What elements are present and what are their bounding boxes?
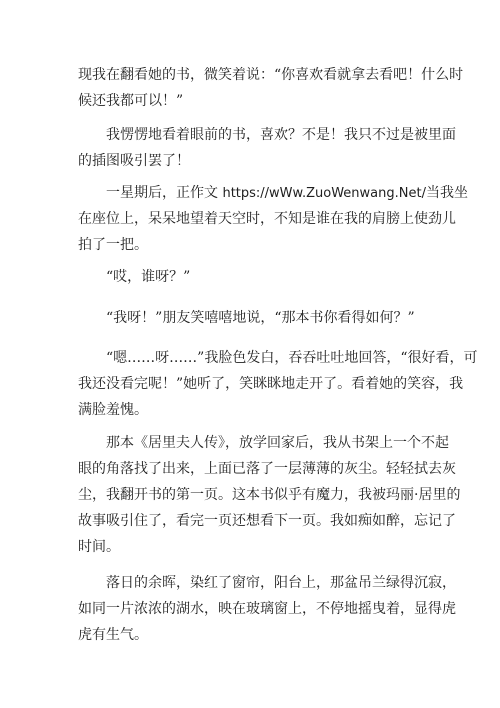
text-line: 现我在翻看她的书，微笑着说：“你喜欢看就拿去看吧！什么时 xyxy=(78,67,464,83)
paragraph-1 xyxy=(78,62,464,114)
text-fragment: 当我坐 xyxy=(425,185,468,201)
text-line: “嗯……呀……”我脸色发白，吞吞吐吐地回答，“很好看，可 xyxy=(106,350,478,366)
text-line: 眼的角落找了出来，上面已落了一层薄薄的灰尘。轻轻拭去灰 xyxy=(78,461,456,477)
text-line: “我呀！”朋友笑嘻嘻地说，“那本书你看得如何？” xyxy=(106,310,415,326)
paragraph-3 xyxy=(78,180,468,258)
url-link[interactable]: https://wWw.ZuoWenwang.Net/ xyxy=(222,186,426,201)
text-line: 故事吸引住了，看完一页还想看下一页。我如痴如醉，忘记了 xyxy=(78,513,456,529)
text-line: “哎，谁呀？” xyxy=(106,269,191,285)
paragraph-4 xyxy=(78,264,444,290)
text-line: 如同一片浓浓的湖水，映在玻璃窗上，不停地摇曳着，显得虎 xyxy=(78,601,456,617)
text-line: 时间。 xyxy=(78,539,120,555)
paragraph-8 xyxy=(78,570,456,648)
paragraph-2 xyxy=(78,122,456,174)
text-line: 我愣愣地看着眼前的书，喜欢？不是！我只不过是被里面 xyxy=(106,127,456,143)
text-line: 虎有生气。 xyxy=(78,627,148,643)
text-line: 拍了一把。 xyxy=(78,237,148,253)
text-line: 在座位上，呆呆地望着天空时，不知是谁在我的肩膀上使劲儿 xyxy=(78,211,456,227)
text-line: 我还没看完呢！”她听了，笑眯眯地走开了。看着她的笑容，我 xyxy=(78,376,464,392)
text-line: 满脸羞愧。 xyxy=(78,402,148,418)
text-line: 那本《居里夫人传》，放学回家后，我从书架上一个不起 xyxy=(106,435,449,451)
text-line: 尘，我翻开书的第一页。这本书似乎有魔力，我被玛丽·居里的 xyxy=(78,487,461,503)
text-line xyxy=(78,180,468,206)
paragraph-7 xyxy=(78,430,461,560)
text-line: 候还我都可以！” xyxy=(78,93,184,109)
paragraph-5 xyxy=(78,305,444,331)
text-line: 落日的余晖，染红了窗帘，阳台上，那盆吊兰绿得沉寂， xyxy=(106,575,456,591)
text-line: 的插图吸引罢了！ xyxy=(78,153,190,169)
paragraph-6 xyxy=(78,345,478,423)
text-fragment: 一星期后，正作文 xyxy=(106,185,223,201)
